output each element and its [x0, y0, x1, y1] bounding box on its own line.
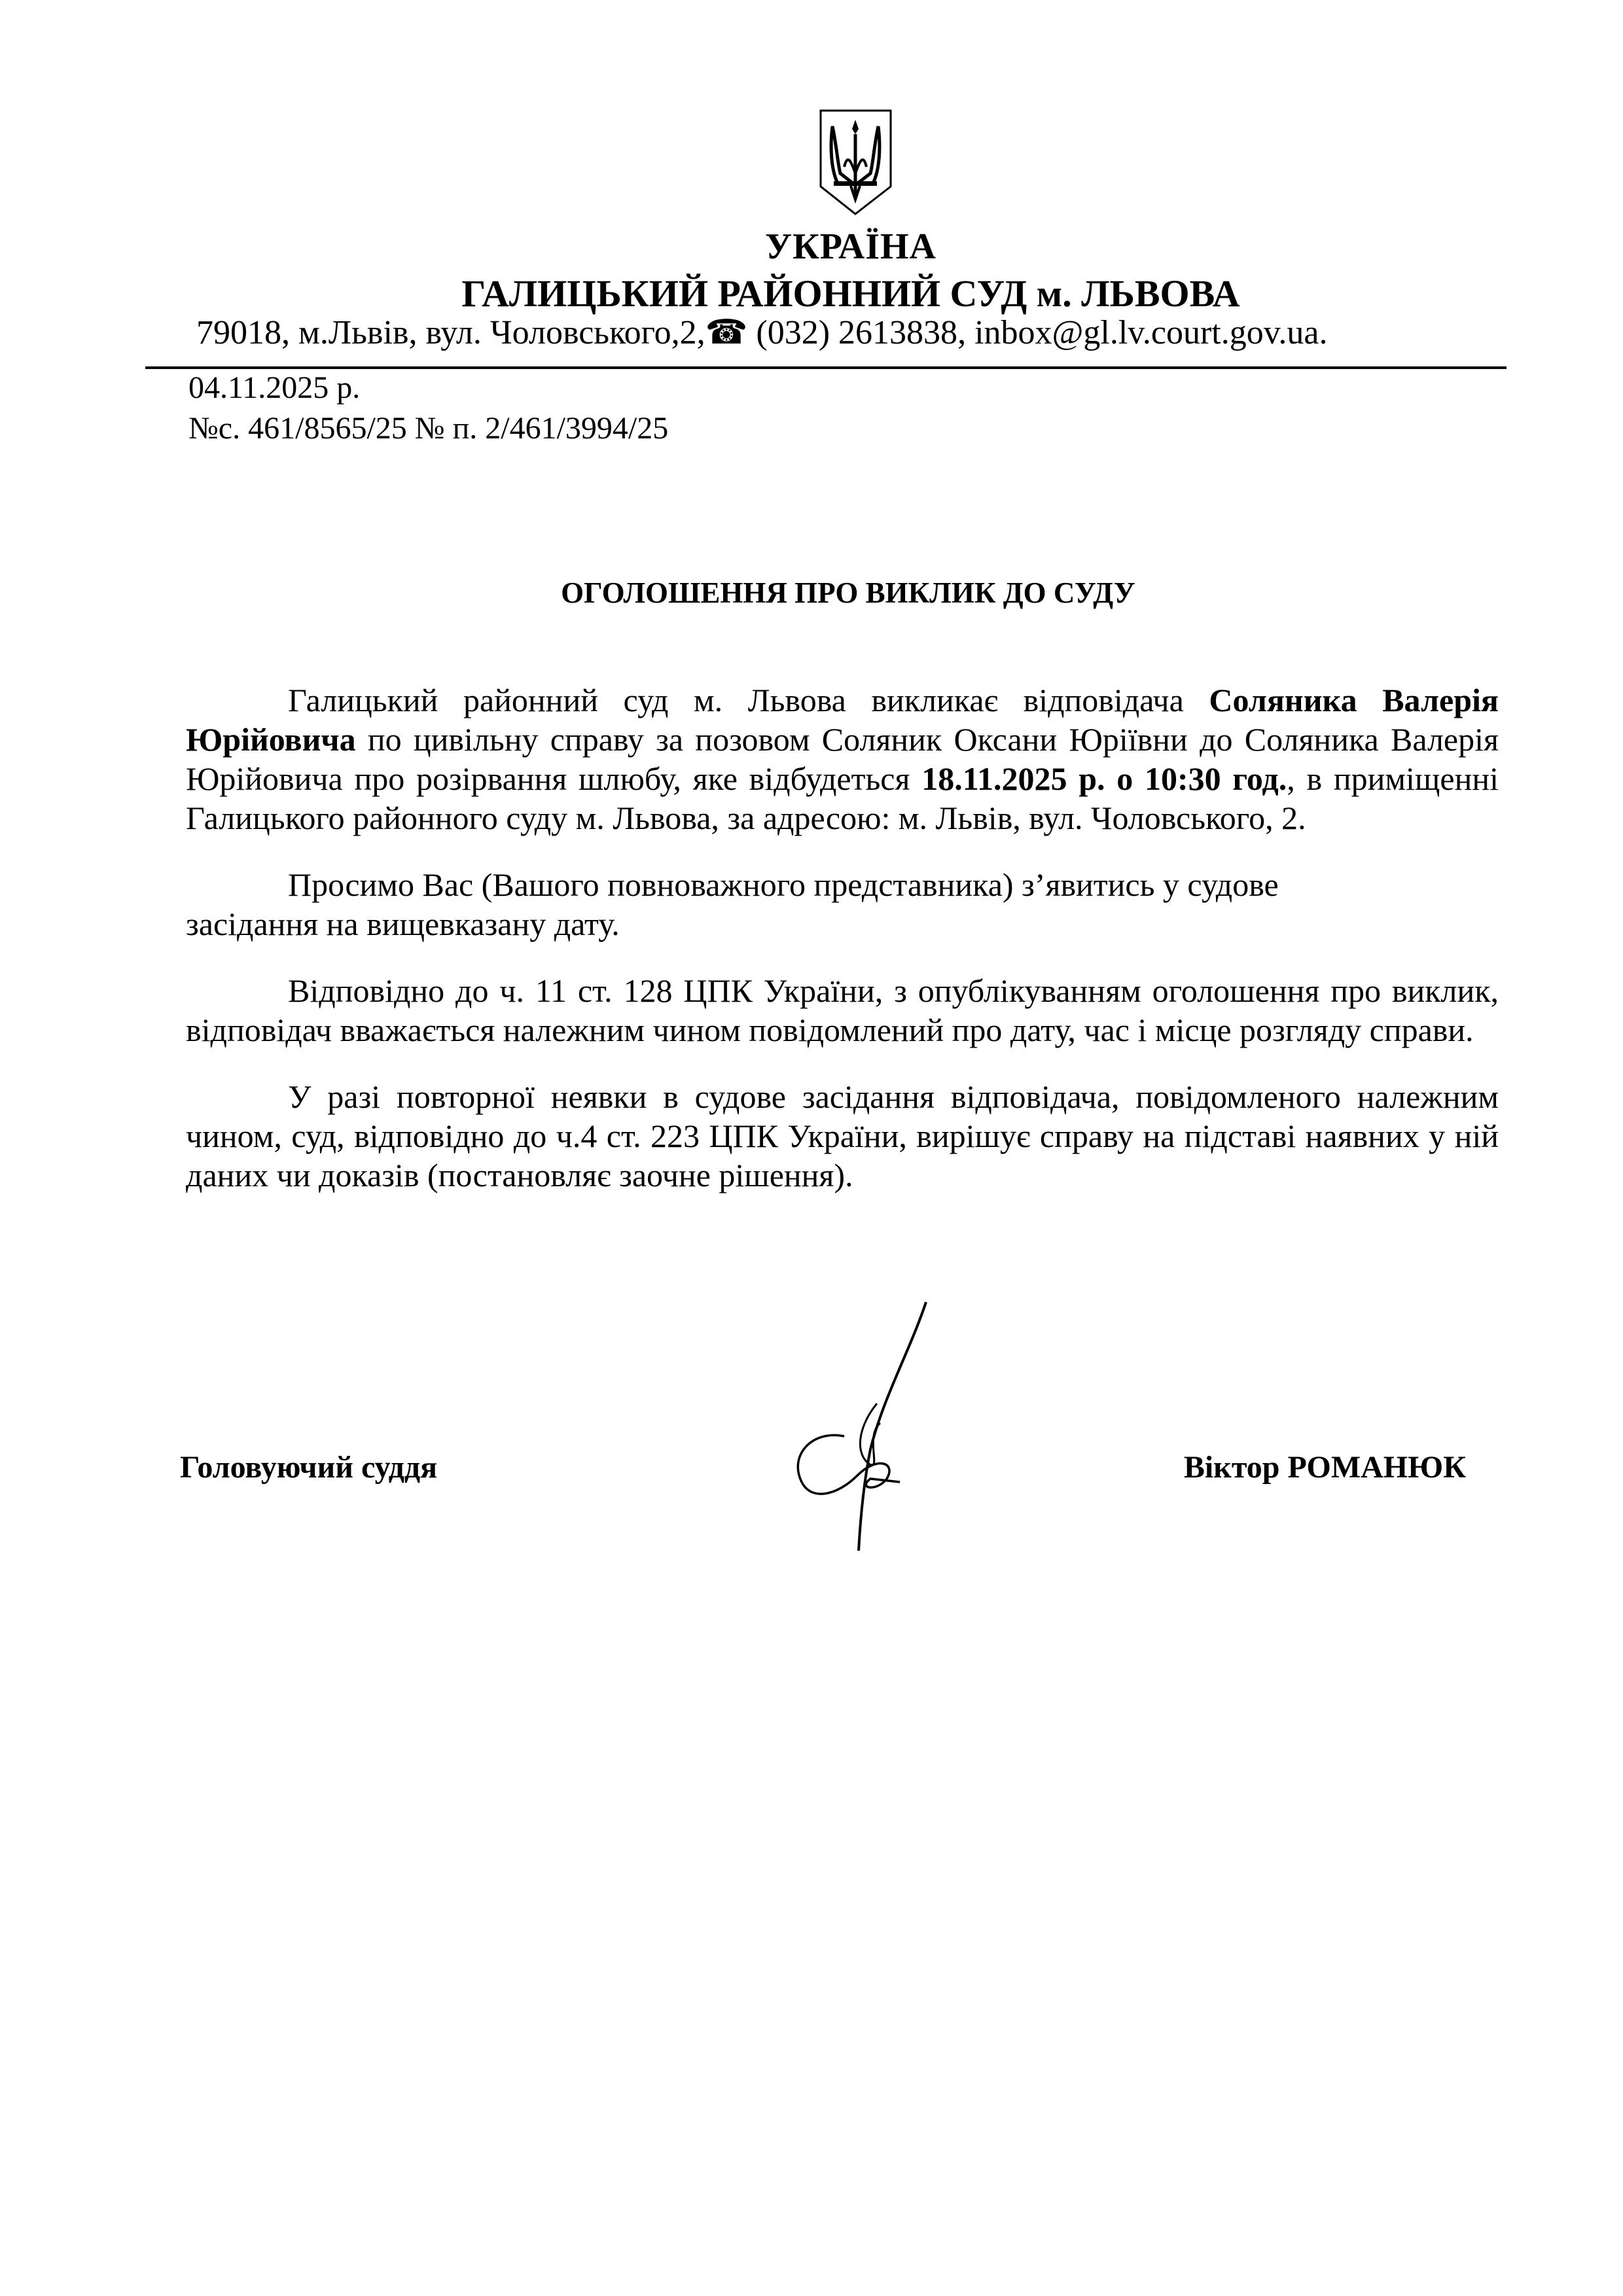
- hearing-datetime: 18.11.2025 р. о 10:30 год.: [921, 760, 1287, 797]
- court-email: , inbox@gl.lv.court.gov.ua.: [957, 314, 1328, 351]
- document-title: ОГОЛОШЕННЯ ПРО ВИКЛИК ДО СУДУ: [561, 576, 1135, 609]
- judge-role: Головуючий суддя: [180, 1450, 438, 1485]
- text: Галицький районний суд м. Львова викликає відповідача: [288, 682, 1209, 718]
- court-contacts: [196, 313, 1327, 352]
- paragraph-request: [186, 865, 1499, 944]
- defendant-name: Соляника Валерія Юрійовича: [186, 682, 1499, 758]
- header-divider: [145, 366, 1507, 369]
- document-body: [186, 680, 1499, 1222]
- paragraph-default-judgment: У разі повторної неявки в судове засідання відповідача, повідомленого належним чином, суд, відповідно до ч.4 ст. 223 ЦПК України, вирішує справу на підставі наявних у ній даних чи доказів (постановляє заочне рішення).: [186, 1078, 1499, 1193]
- telephone-icon: ☎: [705, 314, 748, 351]
- document-date: 04.11.2025 р.: [188, 370, 361, 405]
- text: Просимо Вас (Вашого повноважного представника) з’явитись у судове: [288, 866, 1279, 903]
- handwritten-signature: [785, 1299, 949, 1554]
- text: , в приміщенні Галицького районного суду м. Львова, за адресою: м. Львів, вул. Чоловського, 2.: [186, 760, 1499, 836]
- text: по цивільну справу за позовом Соляник Оксани Юріївни до Соляника Валерія Юрійовича про розірвання шлюбу, яке відбудеться: [186, 721, 1499, 797]
- coat-of-arms-trident-icon: [818, 108, 893, 216]
- court-name-heading: ГАЛИЦЬКИЙ РАЙОННИЙ СУД м. ЛЬВОВА: [461, 272, 1240, 315]
- court-phone: (032) 2613838: [756, 314, 958, 351]
- case-numbers: №с. 461/8565/25 № п. 2/461/3994/25: [188, 411, 669, 446]
- court-address: 79018, м.Львів, вул. Чоловського,2,: [196, 314, 705, 351]
- judge-name: Віктор РОМАНЮК: [1183, 1450, 1466, 1485]
- text: засідання на вищевказану дату.: [186, 906, 620, 942]
- paragraph-legal-notice: Відповідно до ч. 11 ст. 128 ЦПК України, з опублікуванням оголошення про виклик, відповідач вважається належним чином повідомлений про дату, час і місце розгляду справи.: [186, 972, 1499, 1048]
- country-heading: УКРАЇНА: [765, 226, 936, 267]
- paragraph-summons: [186, 680, 1499, 838]
